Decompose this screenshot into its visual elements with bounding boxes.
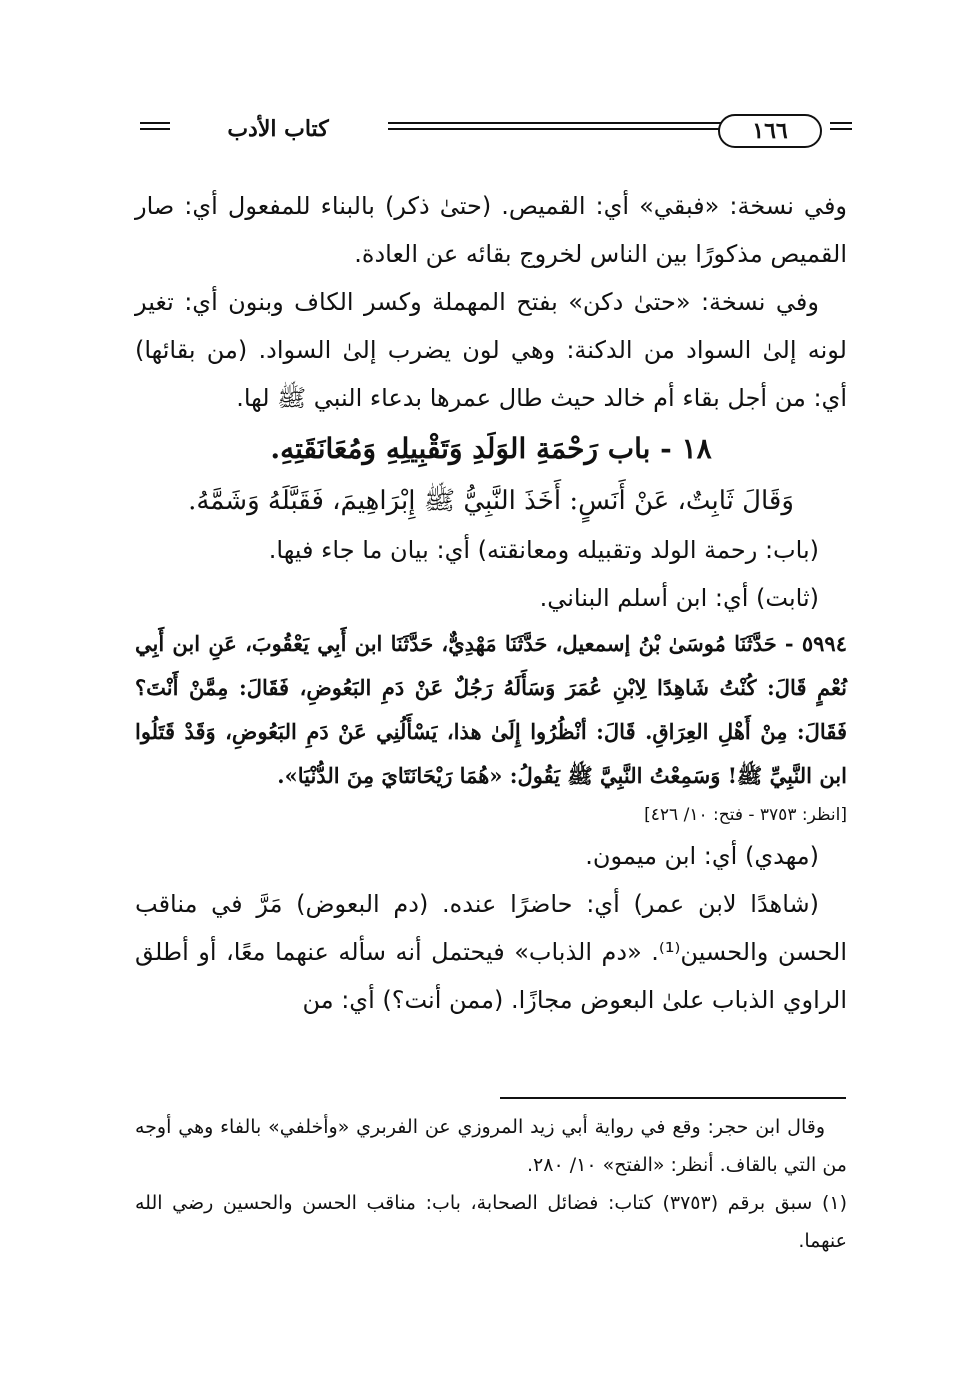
page-header xyxy=(140,112,852,152)
chapter-quote: وَقَالَ ثَابِتٌ، عَنْ أَنَسٍ: أَخَذَ النَّبِيُّ ﷺ إِبْرَاهِيمَ، فَقَبَّلَهُ وَشَمَّهُ. xyxy=(188,486,794,516)
main-text xyxy=(135,182,847,1024)
paragraph: (شاهدًا لابن عمر) أي: حاضرًا عنده. (دم البعوض) مَرَّ في مناقب الحسن والحسين⁽¹⁾. «دم الذباب» فيحتمل أنه سأله عنهما معًا، أو أطلق الراوي الذباب علىٰ البعوض مجازًا. (ممن أنت؟) أي: من xyxy=(135,890,847,1014)
paragraph: (باب: رحمة الولد وتقبيله ومعانقته) أي: بيان ما جاء فيها. xyxy=(268,536,819,564)
paragraph: وفي نسخة: «فبقي» أي: القميص. (حتىٰ ذكر) بالبناء للمفعول أي: صار القميص مذكورًا بين الناس لخروج بقائه عن العادة. xyxy=(135,192,847,268)
header-rule xyxy=(140,122,170,124)
paragraph: (ثابت) أي: ابن أسلم البناني. xyxy=(539,584,819,612)
footnote: وقال ابن حجر: وقع في رواية أبي زيد المروزي عن الفربري «وأخلفي» بالفاء وهي أوجه من التي بالقاف. أنظر: «الفتح» ١٠/ ٢٨٠. xyxy=(135,1116,847,1176)
book-title: كتاب الأدب xyxy=(227,116,329,142)
page-number: ١٦٦ xyxy=(718,114,822,148)
chapter-heading: ١٨ - باب رَحْمَةِ الوَلَدِ وَتَقْبِيلِهِ وَمُعَانَقَتِهِ. xyxy=(270,432,712,465)
hadith-reference: [انظر: ٣٧٥٣ - فتح: ١٠/ ٤٢٦] xyxy=(644,805,847,825)
footnotes xyxy=(135,1108,847,1260)
header-rule xyxy=(830,122,852,124)
header-rule xyxy=(388,128,758,130)
header-rule xyxy=(830,128,852,130)
footnote: (١) سبق برقم (٣٧٥٣) كتاب: فضائل الصحابة، باب: مناقب الحسن والحسين رضي الله عنهما. xyxy=(135,1192,847,1252)
header-rule xyxy=(140,128,170,130)
paragraph: (مهدي) أي: ابن ميمون. xyxy=(585,842,819,870)
footnote-divider xyxy=(500,1097,846,1099)
hadith-text: ٥٩٩٤ - حَدَّثَنَا مُوسَىٰ بْنُ إسمعيل، حَدَّثَنَا مَهْدِيٌّ، حَدَّثَنَا ابن أَبِي يَعْقُوبَ، عَنِ ابن أَبِي نُعْمٍ قَالَ: كُنْتُ شَاهِدًا لِابْنِ عُمَرَ وَسَأَلَهُ رَجُلٌ عَنْ دَمِ البَعُوضِ، فَقَالَ: مِمَّنْ أَنْتَ؟ فَقَالَ: مِنْ أَهْلِ العِرَاقِ. قَالَ: أنْظُرُوا إِلَىٰ هذا، يَسْأَلُنِي عَنْ دَمِ البَعُوضِ، وَقَدْ قَتَلُوا ابن النَّبِيِّ ﷺ! وَسَمِعْتُ النَّبِيَّ ﷺ يَقُولُ: «هُمَا رَيْحَانَتَايَ مِنَ الدُّنْيَا». xyxy=(135,631,847,788)
header-rule xyxy=(388,122,758,124)
paragraph: وفي نسخة: «حتىٰ دكن» بفتح المهملة وكسر الكاف وبنون أي: تغير لونه إلىٰ السواد من الدكنة: وهي لون يضرب إلىٰ السواد. (من بقائها) أي: من أجل بقاء أم خالد حيث طال عمرها بدعاء النبي ﷺ لها. xyxy=(135,288,847,412)
